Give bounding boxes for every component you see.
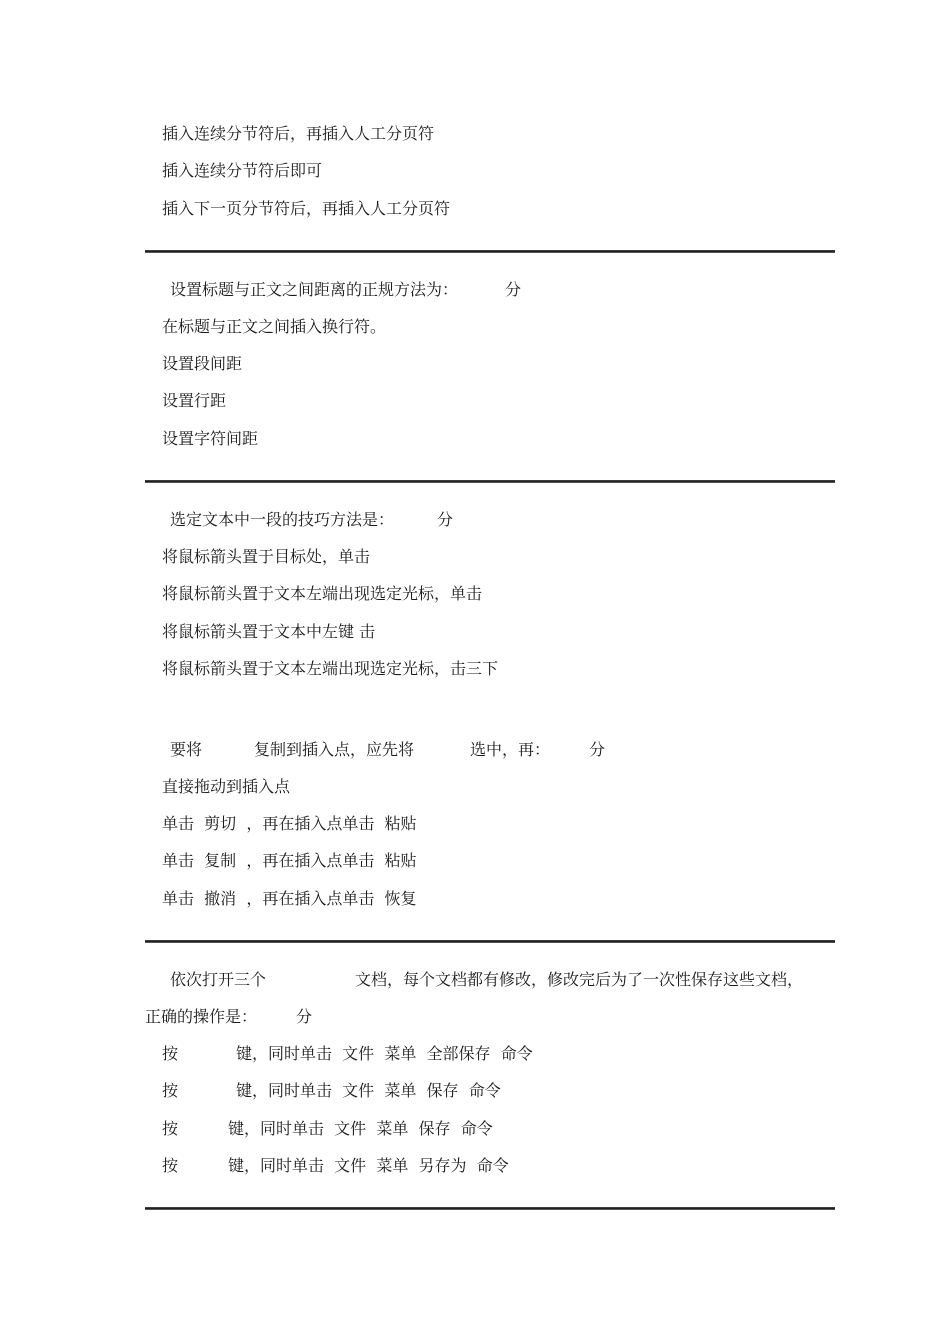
question-score: 分 [296,1007,313,1026]
option-text: 插入连续分节符后即可 [162,161,323,180]
divider [145,1207,835,1210]
question-score: 分 [505,280,522,299]
option-text: 单击 撤消 ，再在插入点单击 恢复 [162,889,417,908]
question-score: 分 [589,740,606,759]
option-prefix: 按 [162,1156,179,1175]
option-text: 单击 剪切 ，再在插入点单击 粘贴 [162,814,417,833]
question-score: 分 [437,510,454,529]
option-text: 键，同时单击 文件 菜单 保存 命令 [228,1119,493,1138]
option-text: 设置段间距 [162,354,243,373]
question-stem: 设置标题与正文之间距离的正规方法为： [170,280,459,299]
option-prefix: 按 [162,1081,179,1100]
option-prefix: 按 [162,1119,179,1138]
option-text: 单击 复制 ，再在插入点单击 粘贴 [162,851,417,870]
option-text: 键，同时单击 文件 菜单 全部保存 命令 [236,1044,533,1063]
divider [145,940,835,943]
question-stem: 文档，每个文档都有修改，修改完后为了一次性保存这些文档， [355,970,804,989]
question-stem: 选中，再： [470,740,551,759]
divider [145,480,835,483]
option-text: 将鼠标箭头置于文本左端出现选定光标，单击 [162,584,483,603]
question-stem: 选定文本中一段的技巧方法是： [170,510,395,529]
divider [145,250,835,253]
question-stem: 依次打开三个 [170,970,267,989]
option-prefix: 按 [162,1044,179,1063]
question-stem: 要将 [170,740,203,759]
option-text: 直接拖动到插入点 [162,777,291,796]
option-text: 插入连续分节符后，再插入人工分页符 [162,124,435,143]
option-text: 键，同时单击 文件 菜单 另存为 命令 [228,1156,509,1175]
option-text: 在标题与正文之间插入换行符。 [162,317,387,336]
option-text: 插入下一页分节符后，再插入人工分页符 [162,199,451,218]
option-text: 设置字符间距 [162,429,259,448]
option-text: 将鼠标箭头置于文本中左键 击 [162,622,376,641]
option-text: 将鼠标箭头置于目标处，单击 [162,547,371,566]
option-text: 将鼠标箭头置于文本左端出现选定光标，击三下 [162,659,499,678]
question-stem: 正确的操作是： [145,1007,258,1026]
option-text: 键，同时单击 文件 菜单 保存 命令 [236,1081,501,1100]
option-text: 设置行距 [162,391,227,410]
question-stem: 复制到插入点，应先将 [254,740,415,759]
